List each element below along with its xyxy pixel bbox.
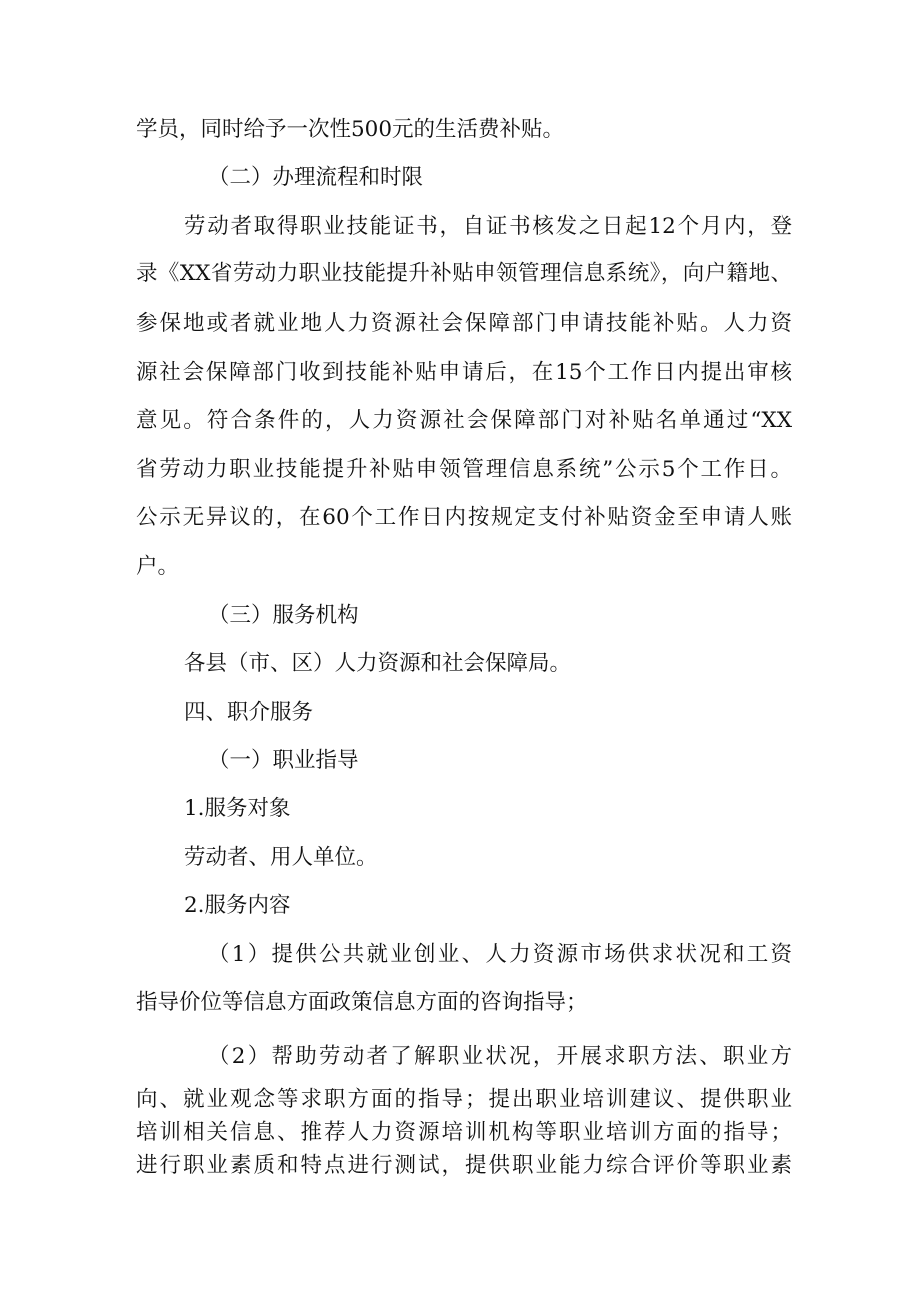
paragraph-line: 意见。符合条件的，人力资源社会保障部门对补贴名单通过“XX <box>136 408 792 433</box>
subsection-heading: 2.服务内容 <box>184 893 291 918</box>
paragraph-line: 劳动者取得职业技能证书，自证书核发之日起12个月内，登 <box>184 214 792 239</box>
paragraph-line: 户。 <box>136 554 180 579</box>
chapter-heading: 四、职介服务 <box>184 700 314 725</box>
paragraph-line: 进行职业素质和特点进行测试，提供职业能力综合评价等职业素 <box>136 1153 792 1178</box>
paragraph-line: 向、就业观念等求职方面的指导；提出职业培训建议、提供职业 <box>136 1087 792 1112</box>
paragraph-line: 培训相关信息、推荐人力资源培训机构等职业培训方面的指导； <box>136 1120 792 1145</box>
paragraph-line: 劳动者、用人单位。 <box>184 845 378 870</box>
subsection-heading: 1.服务对象 <box>184 796 291 821</box>
paragraph-line: 各县（市、区）人力资源和社会保障局。 <box>184 651 572 676</box>
paragraph-line: 省劳动力职业技能提升补贴申领管理信息系统”公示5个工作日。 <box>136 457 792 482</box>
paragraph-line: 学员，同时给予一次性500元的生活费补贴。 <box>136 117 565 142</box>
paragraph-line: 参保地或者就业地人力资源社会保障部门申请技能补贴。人力资 <box>136 311 792 336</box>
section-heading: （二）办理流程和时限 <box>208 165 424 190</box>
section-heading: （一）职业指导 <box>208 748 359 773</box>
paragraph-line: 源社会保障部门收到技能补贴申请后，在15个工作日内提出审核 <box>136 360 792 385</box>
paragraph-line: 录《XX省劳动力职业技能提升补贴申领管理信息系统》，向户籍地、 <box>136 261 792 286</box>
section-heading: （三）服务机构 <box>208 603 359 628</box>
paragraph-line: 公示无异议的，在60个工作日内按规定支付补贴资金至申请人账 <box>136 505 792 530</box>
paragraph-line: （1）提供公共就业创业、人力资源市场供求状况和工资 <box>208 942 792 967</box>
paragraph-line: （2）帮助劳动者了解职业状况，开展求职方法、职业方 <box>208 1044 792 1069</box>
paragraph-line: 指导价位等信息方面政策信息方面的咨询指导； <box>136 990 588 1015</box>
